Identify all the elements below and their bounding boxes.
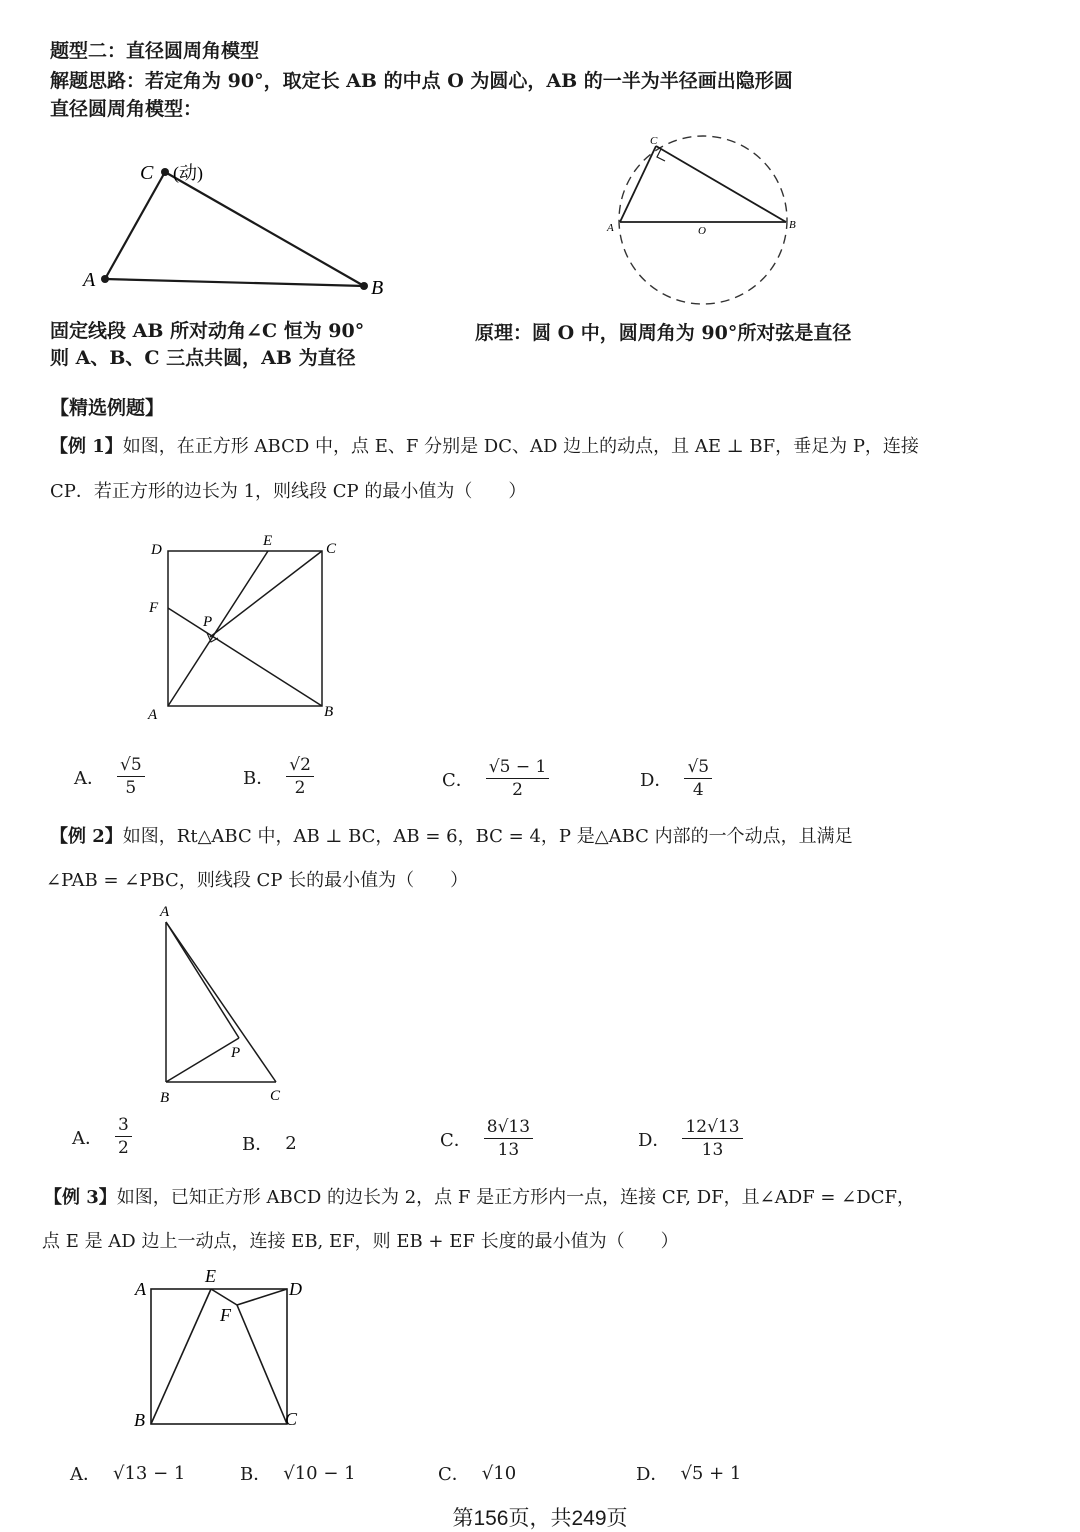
fraction — [117, 756, 145, 797]
solution-idea-label: 解题思路： — [50, 70, 146, 92]
hidden-circle — [619, 136, 787, 304]
ex3-option-d[interactable] — [636, 1460, 741, 1486]
ex3-label-e: E — [205, 1266, 216, 1286]
figure-left-triangle — [80, 160, 400, 310]
option-value: √13 − 1 — [113, 1462, 186, 1484]
option-label: D． — [638, 1129, 671, 1151]
numerator: √2 — [286, 756, 314, 777]
denominator: 5 — [125, 777, 137, 798]
ex2-line2: ∠PAB = ∠PBC，则线段 CP 长的最小值为（ ） — [46, 870, 469, 891]
ex3-option-b[interactable] — [240, 1460, 356, 1486]
ex1-label-b: B — [324, 704, 334, 720]
examples-title: 【精选例题】 — [50, 397, 165, 419]
denominator: 2 — [294, 777, 306, 798]
ex2-label-b: B — [160, 1090, 170, 1106]
fraction — [684, 758, 712, 799]
fraction — [484, 1118, 533, 1159]
ex2-option-a[interactable] — [72, 1116, 132, 1157]
right-label-c: C — [650, 135, 658, 147]
ex1-tag: 【例 1】 — [50, 436, 123, 457]
ex3-option-c[interactable] — [438, 1460, 516, 1486]
ex2-label-a: A — [160, 904, 170, 920]
solution-idea-text: 若定角为 90°，取定长 AB 的中点 O 为圆心，AB 的一半为半径画出隐形圆 — [145, 70, 793, 92]
ex1-line1 — [50, 432, 919, 458]
ex1-label-p: P — [203, 614, 213, 630]
option-label: C． — [442, 769, 474, 791]
ex3-label-c: C — [285, 1409, 298, 1429]
option-label: C． — [438, 1464, 470, 1485]
ex3-label-f: F — [220, 1305, 231, 1325]
ex3-figure — [130, 1265, 330, 1435]
numerator: 8√13 — [484, 1118, 533, 1139]
ex2-label-c: C — [270, 1088, 281, 1104]
ex2-figure — [150, 900, 310, 1110]
ex1-text1: 如图，在正方形 ABCD 中，点 E、F 分别是 DC、AD 边上的动点，且 AE ⊥ BF，垂足为 P，连接 — [122, 436, 919, 457]
option-label: B． — [243, 767, 275, 789]
ex1-option-c[interactable] — [442, 758, 549, 799]
ex3-label-b: B — [134, 1410, 145, 1430]
right-caption: 原理：圆 O 中，圆周角为 90°所对弦是直径 — [475, 322, 852, 344]
ex1-option-b[interactable] — [243, 756, 314, 797]
denominator: 13 — [497, 1139, 520, 1160]
option-value: √5 + 1 — [680, 1462, 742, 1484]
fraction — [682, 1118, 742, 1159]
option-label: D． — [636, 1464, 669, 1485]
ex2-tag: 【例 2】 — [50, 826, 123, 847]
ex2-option-b[interactable] — [242, 1130, 297, 1156]
left-label-c-note: (动) — [173, 163, 203, 183]
numerator: √5 — [684, 758, 712, 779]
ex2-option-c[interactable] — [440, 1118, 533, 1159]
denominator: 13 — [701, 1139, 724, 1160]
option-value: √10 — [481, 1462, 517, 1484]
ex1-label-d: D — [151, 542, 162, 558]
right-label-b: B — [789, 219, 796, 231]
ex3-option-a[interactable] — [70, 1460, 185, 1486]
left-label-c: C — [140, 162, 154, 184]
option-label: C． — [440, 1129, 472, 1151]
ex3-label-d: D — [289, 1279, 302, 1299]
numerator: 12√13 — [682, 1118, 742, 1139]
numerator: √5 — [117, 756, 145, 777]
denominator: 4 — [692, 779, 704, 800]
figure-right-circle — [600, 130, 800, 310]
ex3-text1: 如图，已知正方形 ABCD 的边长为 2，点 F 是正方形内一点，连接 CF, DF，且∠ADF = ∠DCF， — [116, 1187, 915, 1208]
option-value: 2 — [285, 1132, 297, 1154]
solution-idea — [50, 66, 793, 93]
ex2-label-p: P — [231, 1045, 241, 1061]
fraction — [286, 756, 314, 797]
ex2-line1 — [50, 822, 853, 848]
ex1-label-f: F — [149, 600, 159, 616]
option-label: A． — [74, 767, 105, 789]
option-label: A． — [72, 1127, 103, 1149]
numerator: 3 — [115, 1116, 132, 1137]
ex2-option-d[interactable] — [638, 1118, 743, 1159]
option-label: A． — [70, 1464, 101, 1485]
ex1-figure — [140, 530, 370, 730]
left-label-a: A — [83, 269, 96, 291]
ex1-label-a: A — [148, 707, 158, 723]
ex2-text1: 如图，Rt△ABC 中，AB ⊥ BC，AB = 6，BC = 4，P 是△ABC 内部的一个动点，且满足 — [122, 826, 853, 847]
option-value: √10 − 1 — [283, 1462, 356, 1484]
left-caption-line2: 则 A、B、C 三点共圆，AB 为直径 — [50, 347, 356, 369]
ex3-tag: 【例 3】 — [44, 1187, 117, 1208]
option-label: B． — [242, 1134, 274, 1155]
ex3-line1 — [44, 1183, 915, 1209]
left-caption-line1: 固定线段 AB 所对动角∠C 恒为 90° — [50, 320, 365, 342]
page-footer: 第156页，共249页 — [452, 1507, 628, 1530]
numerator: √5 − 1 — [486, 758, 550, 779]
fraction — [486, 758, 550, 799]
denominator: 2 — [512, 779, 523, 800]
option-label: D． — [640, 769, 673, 791]
ex3-line2: 点 E 是 AD 边上一动点，连接 EB, EF，则 EB + EF 长度的最小值为（ ） — [42, 1231, 679, 1252]
fraction — [115, 1116, 132, 1157]
right-label-o: O — [698, 225, 706, 237]
left-label-b: B — [371, 277, 384, 299]
ex1-option-d[interactable] — [640, 758, 712, 799]
ex1-option-a[interactable] — [74, 756, 145, 797]
section-title: 题型二：直径圆周角模型 — [50, 40, 260, 62]
right-label-a: A — [607, 222, 614, 234]
ex1-label-c: C — [326, 541, 337, 557]
ex1-line2: CP．若正方形的边长为 1，则线段 CP 的最小值为（ ） — [50, 481, 527, 502]
model-title: 直径圆周角模型： — [50, 98, 203, 120]
ex1-label-e: E — [263, 533, 273, 549]
denominator: 2 — [118, 1137, 129, 1158]
option-label: B． — [240, 1464, 272, 1485]
ex3-label-a: A — [135, 1279, 146, 1299]
